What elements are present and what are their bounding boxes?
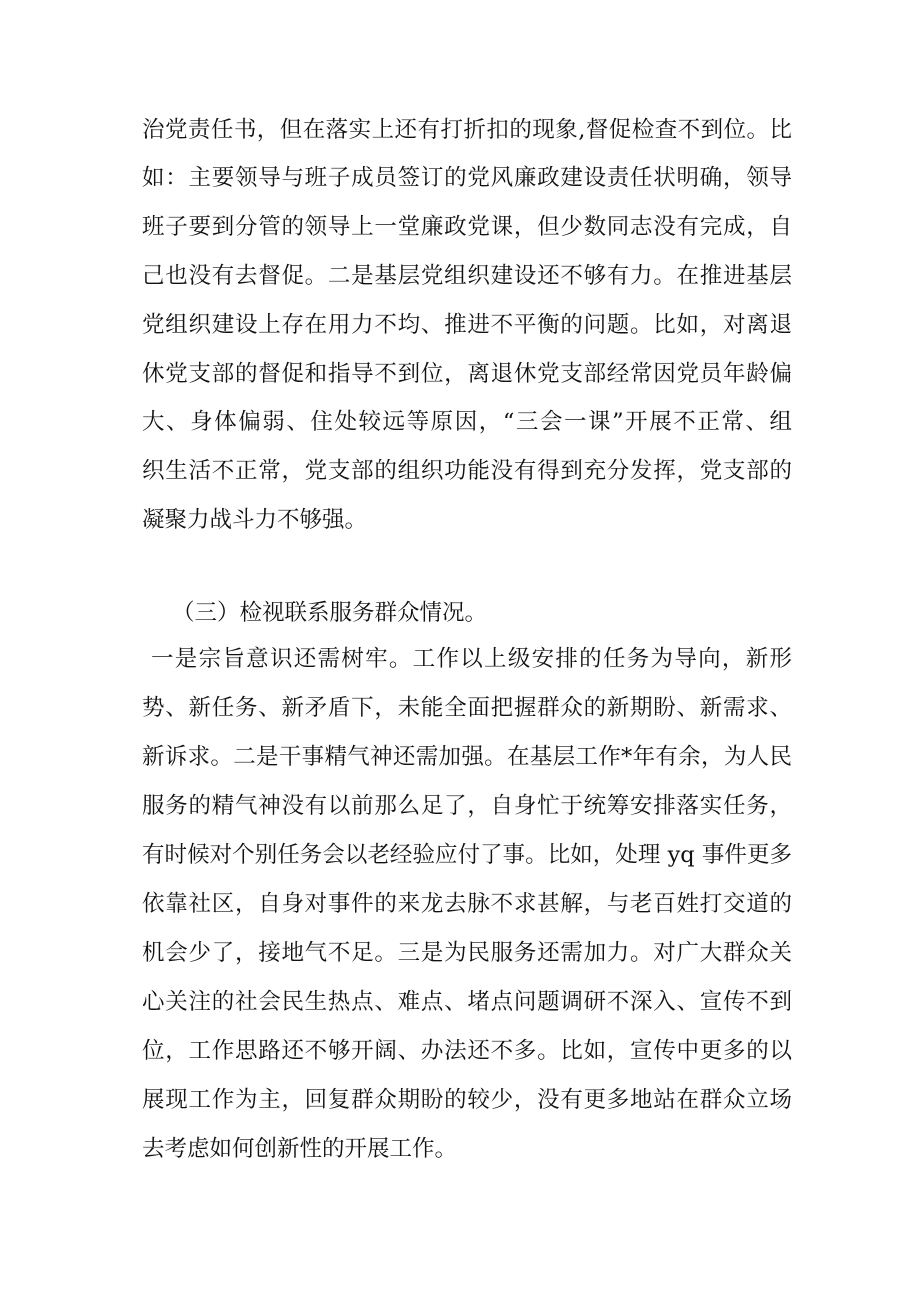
text-line: 依靠社区，自身对事件的来龙去脉不求甚解，与老百姓打交道的: [142, 891, 792, 917]
text-line: 新诉求。二是干事精气神还需加强。在基层工作*年有余，为人民: [142, 744, 792, 770]
text-line: 如：主要领导与班子成员签订的党风廉政建设责任状明确，领导: [142, 165, 792, 191]
section-heading: （三）检视联系服务群众情况。: [172, 600, 488, 626]
text-line: 服务的精气神没有以前那么足了，自身忙于统筹安排落实任务，: [142, 793, 792, 819]
text-line: 势、新任务、新矛盾下，未能全面把握群众的新期盼、新需求、: [142, 695, 792, 721]
text-line: 凝聚力战斗力不够强。: [142, 507, 368, 533]
text-line: 去考虑如何创新性的开展工作。: [142, 1136, 458, 1162]
text-line: 心关注的社会民生热点、难点、堵点问题调研不深入、宣传不到: [142, 989, 792, 1015]
text-line: 党组织建设上存在用力不均、推进不平衡的问题。比如，对离退: [142, 312, 792, 338]
text-line: 班子要到分管的领导上一堂廉政党课，但少数同志没有完成，自: [142, 214, 792, 240]
text-line: 大、身体偏弱、住处较远等原因，“三会一课”开展不正常、组: [142, 409, 792, 435]
text-line: 位，工作思路还不够开阔、办法还不多。比如，宣传中更多的以: [142, 1038, 792, 1064]
text-line: 织生活不正常，党支部的组织功能没有得到充分发挥，党支部的: [142, 458, 792, 484]
text-line: 一是宗旨意识还需树牢。工作以上级安排的任务为导向，新形: [151, 646, 792, 672]
text-line: 治党责任书，但在落实上还有打折扣的现象,督促检查不到位。比: [142, 117, 792, 143]
text-line: 有时候对个别任务会以老经验应付了事。比如，处理 yq 事件更多: [142, 842, 792, 868]
text-line: 休党支部的督促和指导不到位，离退休党支部经常因党员年龄偏: [142, 361, 792, 387]
text-line: 展现工作为主，回复群众期盼的较少，没有更多地站在群众立场: [142, 1087, 792, 1113]
text-line: 己也没有去督促。二是基层党组织建设还不够有力。在推进基层: [142, 263, 792, 289]
text-line: 机会少了，接地气不足。三是为民服务还需加力。对广大群众关: [142, 940, 792, 966]
